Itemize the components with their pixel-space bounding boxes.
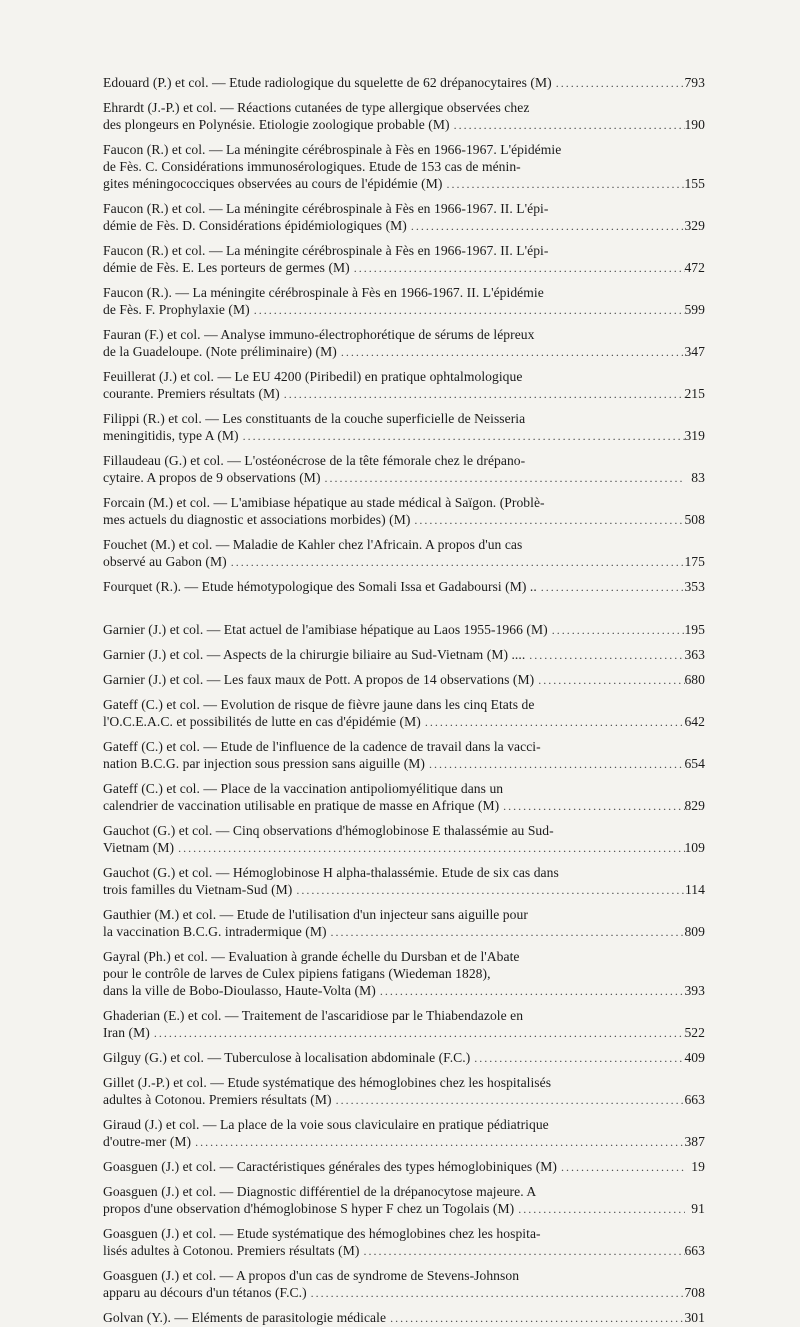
entry-last-line xyxy=(103,301,705,318)
index-entry xyxy=(103,494,705,528)
page-number: 599 xyxy=(684,302,705,317)
entry-text: trois familles du Vietnam-Sud (M) xyxy=(103,882,293,897)
entry-last-line xyxy=(103,427,705,444)
entry-text: lisés adultes à Cotonou. Premiers résultats (M) xyxy=(103,1243,360,1258)
entry-gap xyxy=(103,318,689,326)
index-entry xyxy=(103,284,705,318)
entry-gap xyxy=(103,192,689,200)
index-entry xyxy=(103,141,705,192)
entry-gap xyxy=(103,898,689,906)
entry-gap xyxy=(103,570,689,578)
entry-gap xyxy=(103,528,689,536)
page-number: 680 xyxy=(684,672,705,687)
entry-text: Goasguen (J.) et col. — A propos d'un cas de syndrome de Stevens-Johnson xyxy=(103,1268,520,1283)
entry-gap xyxy=(103,663,689,671)
page-number: 114 xyxy=(684,882,705,897)
leader-dots xyxy=(284,386,685,403)
page-number: 522 xyxy=(684,1025,705,1040)
entry-text: Gateff (C.) et col. — Evolution de risque de fièvre jaune dans les cinq Etats de xyxy=(103,697,535,712)
entry-last-line xyxy=(103,1200,705,1217)
entry-text: Fouchet (M.) et col. — Maladie de Kahler chez l'Africain. A propos d'un cas xyxy=(103,537,523,552)
entry-gap xyxy=(103,1259,689,1267)
entry-text: Gauchot (G.) et col. — Hémoglobinose H alpha-thalassémie. Etude de six cas dans xyxy=(103,865,559,880)
entry-text: adultes à Cotonou. Premiers résultats (M) xyxy=(103,1092,332,1107)
entry-gap xyxy=(103,730,689,738)
index-entry xyxy=(103,368,705,402)
leader-dots xyxy=(311,1285,685,1302)
leader-dots xyxy=(195,1134,685,1151)
index-entry xyxy=(103,646,705,663)
entry-text: gites méningococciques observées au cours de l'épidémie (M) xyxy=(103,176,443,191)
index-entry xyxy=(103,200,705,234)
entry-line xyxy=(103,410,689,427)
leader-dots xyxy=(503,798,685,815)
page-number: 387 xyxy=(684,1134,705,1149)
entry-gap xyxy=(103,638,689,646)
entry-last-line xyxy=(103,578,705,595)
leader-dots xyxy=(474,1050,685,1067)
entry-text: Garnier (J.) et col. — Aspects de la chirurgie biliaire au Sud-Vietnam (M) .... xyxy=(103,647,526,662)
entry-gap xyxy=(103,360,689,368)
entry-text: Ehrardt (J.-P.) et col. — Réactions cutanées de type allergique observées chez xyxy=(103,100,530,115)
entry-last-line xyxy=(103,797,705,814)
index-entry xyxy=(103,578,705,595)
leader-dots xyxy=(354,260,685,277)
index-page xyxy=(103,74,705,1326)
index-entry xyxy=(103,738,705,772)
page-number: 409 xyxy=(684,1050,705,1065)
entry-line xyxy=(103,1074,689,1091)
entry-text: de Fès. F. Prophylaxie (M) xyxy=(103,302,250,317)
entry-text: démie de Fès. D. Considérations épidémiologiques (M) xyxy=(103,218,407,233)
entry-text: l'O.C.E.A.C. et possibilités de lutte en cas d'épidémie (M) xyxy=(103,714,421,729)
page-number: 175 xyxy=(684,554,705,569)
entry-text: mes actuels du diagnostic et associations morbides) (M) xyxy=(103,512,411,527)
entry-text: pour le contrôle de larves de Culex pipiens fatigans (Wiedeman 1828), xyxy=(103,966,491,981)
index-entry xyxy=(103,948,705,999)
leader-dots xyxy=(425,714,685,731)
entry-gap xyxy=(103,444,689,452)
page-number: 301 xyxy=(684,1310,705,1325)
leader-dots xyxy=(414,512,685,529)
page-number: 155 xyxy=(684,176,705,191)
index-entry xyxy=(103,410,705,444)
entry-text: observé au Gabon (M) xyxy=(103,554,227,569)
entry-last-line xyxy=(103,1049,705,1066)
entry-line xyxy=(103,1225,689,1242)
entry-last-line xyxy=(103,713,705,730)
index-entry xyxy=(103,1049,705,1066)
page-number: 195 xyxy=(684,622,705,637)
entry-gap xyxy=(103,856,689,864)
entry-line xyxy=(103,494,689,511)
entry-text: démie de Fès. E. Les porteurs de germes (M) xyxy=(103,260,350,275)
entry-text: Goasguen (J.) et col. — Etude systématique des hémoglobines chez les hospita- xyxy=(103,1226,541,1241)
entry-line xyxy=(103,1007,689,1024)
index-entry xyxy=(103,696,705,730)
entry-text: Goasguen (J.) et col. — Diagnostic différentiel de la drépanocytose majeure. A xyxy=(103,1184,537,1199)
entry-last-line xyxy=(103,839,705,856)
entry-line xyxy=(103,965,689,982)
index-entry xyxy=(103,621,705,638)
entry-text: Golvan (Y.). — Eléments de parasitologie médicale xyxy=(103,1310,387,1325)
page-number: 215 xyxy=(684,386,705,401)
page-number: 347 xyxy=(684,344,705,359)
page-number: 353 xyxy=(684,579,705,594)
entry-last-line xyxy=(103,1091,705,1108)
index-entry xyxy=(103,99,705,133)
entry-text: nation B.C.G. par injection sous pression sans aiguille (M) xyxy=(103,756,425,771)
entry-last-line xyxy=(103,923,705,940)
index-entry xyxy=(103,242,705,276)
entry-text: Gillet (J.-P.) et col. — Etude systématique des hémoglobines chez les hospitalisés xyxy=(103,1075,552,1090)
entry-gap xyxy=(103,486,689,494)
page-number: 91 xyxy=(691,1201,705,1216)
entry-gap xyxy=(103,772,689,780)
index-entry xyxy=(103,822,705,856)
entry-text: de la Guadeloupe. (Note préliminaire) (M) xyxy=(103,344,337,359)
entry-line xyxy=(103,536,689,553)
entry-text: cytaire. A propos de 9 observations (M) xyxy=(103,470,321,485)
entry-gap xyxy=(103,234,689,242)
entry-text: propos d'une observation d'hémoglobinose S hyper F chez un Togolais (M) xyxy=(103,1201,515,1216)
page-number: 329 xyxy=(684,218,705,233)
entry-line xyxy=(103,1116,689,1133)
leader-dots xyxy=(231,554,685,571)
entry-text: Feuillerat (J.) et col. — Le EU 4200 (Piribedil) en pratique ophtalmologique xyxy=(103,369,523,384)
entry-text: Filippi (R.) et col. — Les constituants de la couche superficielle de Neisseria xyxy=(103,411,526,426)
entry-text: Faucon (R.) et col. — La méningite cérébrospinale à Fès en 1966-1967. L'épidémie xyxy=(103,142,562,157)
entry-line xyxy=(103,696,689,713)
entry-line xyxy=(103,906,689,923)
entry-gap xyxy=(103,1108,689,1116)
index-entry xyxy=(103,864,705,898)
entry-text: meningitidis, type A (M) xyxy=(103,428,239,443)
entry-last-line xyxy=(103,511,705,528)
entry-line xyxy=(103,948,689,965)
entry-last-line xyxy=(103,343,705,360)
page-number: 190 xyxy=(684,117,705,132)
entry-text: Fauran (F.) et col. — Analyse immuno-électrophorétique de sérums de lépreux xyxy=(103,327,535,342)
index-entry xyxy=(103,1007,705,1041)
entry-text: Goasguen (J.) et col. — Caractéristiques générales des types hémoglobiniques (M) xyxy=(103,1159,557,1174)
entry-gap xyxy=(103,402,689,410)
leader-dots xyxy=(454,117,685,134)
entry-last-line xyxy=(103,1133,705,1150)
page-number: 109 xyxy=(684,840,705,855)
index-entry xyxy=(103,671,705,688)
page-number: 654 xyxy=(684,756,705,771)
entry-gap xyxy=(103,814,689,822)
entry-line xyxy=(103,284,689,301)
entry-text: Fourquet (R.). — Etude hémotypologique des Somali Issa et Gadaboursi (M) .. xyxy=(103,579,537,594)
index-entry xyxy=(103,906,705,940)
leader-dots xyxy=(178,840,685,857)
entry-last-line xyxy=(103,1242,705,1259)
entry-line xyxy=(103,200,689,217)
entry-last-line xyxy=(103,755,705,772)
index-entry xyxy=(103,1309,705,1326)
entry-text: Forcain (M.) et col. — L'amibiase hépatique au stade médical à Saïgon. (Problè- xyxy=(103,495,545,510)
entry-gap xyxy=(103,1150,689,1158)
entry-gap xyxy=(103,1175,689,1183)
entry-last-line xyxy=(103,1024,705,1041)
entry-text: Gilguy (G.) et col. — Tuberculose à localisation abdominale (F.C.) xyxy=(103,1050,471,1065)
entry-last-line xyxy=(103,621,705,638)
index-entry xyxy=(103,536,705,570)
entry-last-line xyxy=(103,1284,705,1301)
entry-last-line xyxy=(103,1158,705,1175)
entry-last-line xyxy=(103,881,705,898)
leader-dots xyxy=(380,983,685,1000)
entry-gap xyxy=(103,276,689,284)
entry-gap xyxy=(103,133,689,141)
entry-text: des plongeurs en Polynésie. Etiologie zoologique probable (M) xyxy=(103,117,450,132)
entry-text: d'outre-mer (M) xyxy=(103,1134,192,1149)
entry-line xyxy=(103,780,689,797)
page-number: 663 xyxy=(684,1092,705,1107)
page-number: 363 xyxy=(684,647,705,662)
index-entry xyxy=(103,1116,705,1150)
index-entry xyxy=(103,1225,705,1259)
entry-text: Fillaudeau (G.) et col. — L'ostéonécrose de la tête fémorale chez le drépano- xyxy=(103,453,526,468)
entry-last-line xyxy=(103,1309,705,1326)
leader-dots xyxy=(336,1092,685,1109)
entry-text: la vaccination B.C.G. intradermique (M) xyxy=(103,924,327,939)
index-entry xyxy=(103,452,705,486)
entry-last-line xyxy=(103,385,705,402)
entry-line xyxy=(103,326,689,343)
entry-gap xyxy=(103,940,689,948)
entry-line xyxy=(103,1267,689,1284)
leader-dots xyxy=(243,428,685,445)
page-number: 642 xyxy=(684,714,705,729)
index-entry xyxy=(103,1183,705,1217)
entry-line xyxy=(103,99,689,116)
leader-dots xyxy=(341,344,685,361)
index-entry xyxy=(103,1074,705,1108)
page-number: 663 xyxy=(684,1243,705,1258)
entry-last-line xyxy=(103,116,705,133)
index-entry xyxy=(103,780,705,814)
index-entry xyxy=(103,1158,705,1175)
entry-last-line xyxy=(103,217,705,234)
entry-line xyxy=(103,864,689,881)
leader-dots xyxy=(254,302,685,319)
entry-last-line xyxy=(103,982,705,999)
entry-line xyxy=(103,452,689,469)
entry-line xyxy=(103,141,689,158)
index-entry xyxy=(103,74,705,91)
entry-text: Faucon (R.) et col. — La méningite cérébrospinale à Fès en 1966-1967. II. L'épi- xyxy=(103,201,549,216)
entry-text: courante. Premiers résultats (M) xyxy=(103,386,280,401)
entry-gap xyxy=(103,999,689,1007)
leader-dots xyxy=(429,756,685,773)
entry-text: apparu au décours d'un tétanos (F.C.) xyxy=(103,1285,307,1300)
entry-line xyxy=(103,822,689,839)
entry-gap xyxy=(103,1041,689,1049)
section-gap xyxy=(103,595,689,621)
page-number: 319 xyxy=(684,428,705,443)
leader-dots xyxy=(411,218,685,235)
entry-text: Garnier (J.) et col. — Les faux maux de Pott. A propos de 14 observations (M) xyxy=(103,672,535,687)
entry-last-line xyxy=(103,175,705,192)
page-number: 83 xyxy=(691,470,705,485)
entry-gap xyxy=(103,1301,689,1309)
leader-dots xyxy=(154,1025,685,1042)
leader-dots xyxy=(390,1310,685,1327)
entry-text: Ghaderian (E.) et col. — Traitement de l'ascaridiose par le Thiabendazole en xyxy=(103,1008,524,1023)
entry-text: Iran (M) xyxy=(103,1025,150,1040)
entry-text: Edouard (P.) et col. — Etude radiologique du squelette de 62 drépanocytaires (M) xyxy=(103,75,552,90)
entry-text: Giraud (J.) et col. — La place de la voie sous claviculaire en pratique pédiatrique xyxy=(103,1117,549,1132)
entry-line xyxy=(103,1183,689,1200)
leader-dots xyxy=(325,470,685,487)
entry-text: de Fès. C. Considérations immunosérologiques. Etude de 153 cas de ménin- xyxy=(103,159,521,174)
leader-dots xyxy=(541,579,685,596)
entry-text: Gateff (C.) et col. — Etude de l'influence de la cadence de travail dans la vacci- xyxy=(103,739,541,754)
index-entry xyxy=(103,1267,705,1301)
page-number: 829 xyxy=(684,798,705,813)
entry-text: Garnier (J.) et col. — Etat actuel de l'amibiase hépatique au Laos 1955-1966 (M) xyxy=(103,622,548,637)
leader-dots xyxy=(363,1243,685,1260)
entry-last-line xyxy=(103,553,705,570)
page-number: 508 xyxy=(684,512,705,527)
page-number: 472 xyxy=(684,260,705,275)
entry-line xyxy=(103,368,689,385)
leader-dots xyxy=(296,882,685,899)
leader-dots xyxy=(331,924,685,941)
entry-gap xyxy=(103,1217,689,1225)
entry-line xyxy=(103,242,689,259)
entry-text: Vietnam (M) xyxy=(103,840,175,855)
leader-dots xyxy=(446,176,685,193)
entry-last-line xyxy=(103,469,705,486)
index-entry xyxy=(103,326,705,360)
entry-last-line xyxy=(103,646,705,663)
entry-text: calendrier de vaccination utilisable en pratique de masse en Afrique (M) xyxy=(103,798,500,813)
entry-line xyxy=(103,738,689,755)
entry-text: Faucon (R.). — La méningite cérébrospinale à Fès en 1966-1967. II. L'épidémie xyxy=(103,285,544,300)
entry-line xyxy=(103,158,689,175)
entry-gap xyxy=(103,91,689,99)
leader-dots xyxy=(518,1201,685,1218)
entry-last-line xyxy=(103,74,705,91)
page-number: 793 xyxy=(684,75,705,90)
entry-last-line xyxy=(103,259,705,276)
entry-text: Gauthier (M.) et col. — Etude de l'utilisation d'un injecteur sans aiguille pour xyxy=(103,907,528,922)
page-number: 708 xyxy=(684,1285,705,1300)
leader-dots xyxy=(538,672,685,689)
entry-text: Gayral (Ph.) et col. — Evaluation à grande échelle du Dursban et de l'Abate xyxy=(103,949,520,964)
page-number: 809 xyxy=(684,924,705,939)
entry-text: Gateff (C.) et col. — Place de la vaccination antipoliomyélitique dans un xyxy=(103,781,504,796)
entry-gap xyxy=(103,1066,689,1074)
entry-text: Faucon (R.) et col. — La méningite cérébrospinale à Fès en 1966-1967. II. L'épi- xyxy=(103,243,549,258)
entry-text: dans la ville de Bobo-Dioulasso, Haute-Volta (M) xyxy=(103,983,376,998)
entry-last-line xyxy=(103,671,705,688)
page-number: 19 xyxy=(691,1159,705,1174)
entry-gap xyxy=(103,688,689,696)
leader-dots xyxy=(529,647,685,664)
page-number: 393 xyxy=(684,983,705,998)
entry-text: Gauchot (G.) et col. — Cinq observations d'hémoglobinose E thalassémie au Sud- xyxy=(103,823,554,838)
